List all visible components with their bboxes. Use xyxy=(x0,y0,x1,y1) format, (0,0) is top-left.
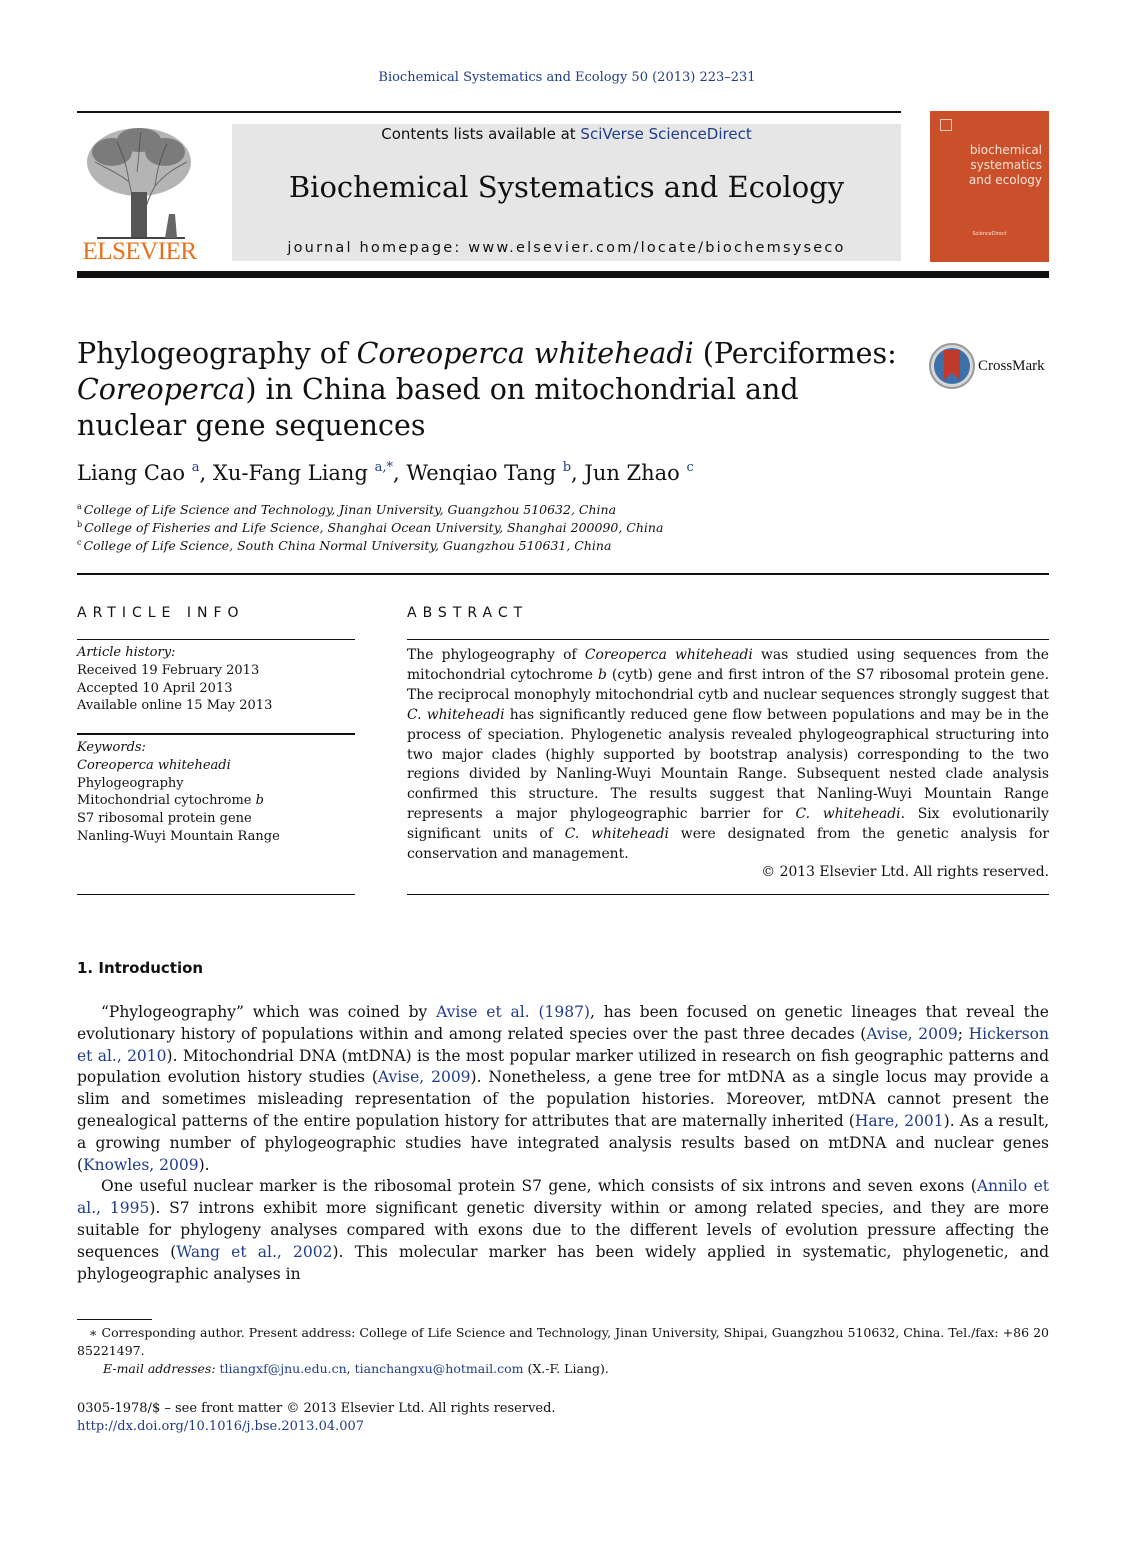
title-part: (Perciformes: xyxy=(693,337,897,370)
affiliation xyxy=(77,538,611,553)
text-span: ). Nonetheless, a gene tree for mtDNA as a single locus may provide a slim and sometimes misleading representation of the population histories. Moreover, mtDNA cannot present the genealogical patterns of the entire population history for attributes that are maternally inherited ( xyxy=(77,1068,1049,1130)
contents-prefix: Contents lists available at xyxy=(381,125,581,143)
author-name: Xu-Fang Liang xyxy=(212,461,368,485)
abstract-italic: C. whiteheadi xyxy=(407,706,505,723)
email-link[interactable]: tliangxf@jnu.edu.cn xyxy=(219,1361,347,1376)
citation-link[interactable]: Hickerson et al., 2010 xyxy=(77,1024,1049,1065)
abstract-italic: b xyxy=(598,666,607,683)
citation-link[interactable]: Wang et al., 2002 xyxy=(176,1242,333,1261)
affiliation-mark: c xyxy=(77,538,82,547)
abstract-span: (cytb) gene and first intron of the S7 ribosomal protein gene. The reciprocal monophyly mitochondrial cytb and nuclear sequences strongly suggest that xyxy=(407,666,1049,703)
affiliation-link[interactable]: b xyxy=(562,460,572,475)
footnote-text: ∗ Corresponding author. Present address: College of Life Science and Technology, Jinan University, Shipai, Guangzhou 510632, China. Tel./fax: +86 20 85221497. xyxy=(77,1325,1049,1358)
author-list: Liang Cao $^a$, Xu-Fang Liang $^{a,*}$, Wenqiao Tang $^b$, Jun Zhao $^c$ xyxy=(77,460,694,485)
doi-link[interactable]: http://dx.doi.org/10.1016/j.bse.2013.04.007 xyxy=(77,1419,365,1434)
citation-link[interactable]: Knowles, 2009 xyxy=(83,1155,199,1174)
abstract-copyright: © 2013 Elsevier Ltd. All rights reserved. xyxy=(761,864,1049,880)
abstract-span: were designated from the genetic analysis for conservation and management. xyxy=(407,826,1050,863)
section-rule xyxy=(77,573,1049,575)
citation-link[interactable]: Avise, 2009 xyxy=(377,1068,471,1087)
cover-title-line: biochemical xyxy=(969,143,1042,157)
journal-masthead xyxy=(232,124,901,261)
online-date: Available online 15 May 2013 xyxy=(77,698,273,714)
abstract-span: has significantly reduced gene flow between populations and may be in the process of speciation. Phylogenetic analysis revealed phylogeographical structuring into two major clades (highly supported by bootstrap analysis) corresponding to the two regions divided by Nanling-Wuyi Mountain Range. Subsequent nested clade analysis confirmed this structure. The results suggest that Nanling-Wuyi Mountain Range represents a major phylogeographic barrier for xyxy=(407,706,1049,823)
text-span: ). xyxy=(198,1155,210,1174)
citation-link[interactable]: Avise et al. (1987) xyxy=(436,1003,590,1021)
keywords-label: Keywords: xyxy=(77,740,146,755)
text-span: ). Mitochondrial DNA (mtDNA) is the most popular marker utilized in research on fish geographic patterns and population evolution history studies ( xyxy=(77,1046,1049,1087)
crossmark-label: CrossMark xyxy=(978,358,1045,374)
email-link[interactable]: tianchangxu@hotmail.com xyxy=(354,1361,524,1376)
email-label: E-mail addresses: xyxy=(103,1361,220,1376)
journal-citation-link[interactable]: Biochemical Systematics and Ecology 50 (2013) 223–231 xyxy=(378,70,756,85)
crossmark-icon xyxy=(928,342,976,390)
text-span: One useful nuclear marker is the ribosomal protein S7 gene, which consists of six introns and seven exons ( xyxy=(101,1177,977,1196)
author-name: Liang Cao xyxy=(77,461,186,485)
article-info-heading: ARTICLE INFO xyxy=(77,605,245,621)
paragraph xyxy=(77,1002,1049,1176)
journal-name: Biochemical Systematics and Ecology xyxy=(288,170,845,204)
cover-footer: ScienceDirect xyxy=(972,231,1007,237)
text-span: ). S7 introns exhibit more significant genetic diversity within or among related species, and they are more suitable for phylogeny analyses compared with exons due to the different levels of evolution pressure affecting the sequences ( xyxy=(77,1199,1049,1261)
footnote-rule xyxy=(77,1319,152,1320)
keyword: Coreoperca whiteheadi xyxy=(77,757,231,773)
title-part: ) in China based on mitochondrial and nuclear gene sequences xyxy=(77,373,799,442)
affiliation-mark: b xyxy=(77,520,83,529)
corresponding-author-note xyxy=(77,1324,1049,1360)
abstract-text xyxy=(407,646,1049,865)
text-span: ). This molecular marker has been widely applied in systematic, phylogenetic, and phylogeographic analyses in xyxy=(77,1242,1049,1283)
keywords-rule xyxy=(77,733,355,735)
history-label: Article history: xyxy=(77,645,176,660)
journal-homepage-link[interactable]: journal homepage: www.elsevier.com/locate/biochemsyseco xyxy=(287,240,846,256)
text-span: ). As a result, a growing number of phylogeographic studies have integrated analysis results based on mtDNA and nuclear genes ( xyxy=(77,1111,1050,1174)
citation-link[interactable]: Annilo et al., 1995 xyxy=(77,1177,1049,1218)
affiliation-link[interactable]: c xyxy=(686,460,694,475)
email-addresses xyxy=(103,1361,609,1376)
issn-block xyxy=(77,1400,556,1436)
email-suffix: (X.-F. Liang). xyxy=(523,1361,609,1376)
introduction-body xyxy=(77,1002,1049,1285)
abstract-bottom-rule xyxy=(407,894,1049,895)
keyword: Phylogeography xyxy=(77,775,184,791)
title-part-italic: Coreoperca whiteheadi xyxy=(356,337,694,370)
keyword xyxy=(77,792,355,810)
received-date: Received 19 February 2013 xyxy=(77,662,260,678)
abstract-italic: Coreoperca whiteheadi xyxy=(584,647,753,663)
keyword-part: Mitochondrial cytochrome xyxy=(77,793,256,809)
paragraph xyxy=(77,1176,1049,1285)
affiliation-link[interactable]: a xyxy=(191,460,200,475)
citation-link[interactable]: Avise, 2009 xyxy=(866,1024,958,1043)
abstract-italic: C. whiteheadi xyxy=(564,826,669,843)
journal-cover-thumbnail xyxy=(930,111,1049,262)
keyword: S7 ribosomal protein gene xyxy=(77,811,252,827)
citation-link[interactable]: Hare, 2001 xyxy=(854,1111,944,1130)
abstract-span: The phylogeography of xyxy=(407,647,585,663)
affiliation-mark: a xyxy=(77,502,82,511)
text-span: ; xyxy=(957,1024,969,1043)
author-name: Wenqiao Tang xyxy=(406,461,557,485)
introduction-heading: 1. Introduction xyxy=(77,959,204,977)
affiliation-text: College of Fisheries and Life Science, Shanghai Ocean University, Shanghai 200090, China xyxy=(84,520,664,535)
affiliation-text: College of Life Science, South China Normal University, Guangzhou 510631, China xyxy=(83,538,612,553)
issn-line: 0305-1978/$ – see front matter © 2013 Elsevier Ltd. All rights reserved. xyxy=(77,1401,556,1416)
email-separator: , xyxy=(346,1361,355,1376)
article-info-bottom-rule xyxy=(77,894,355,895)
article-history xyxy=(77,644,355,715)
affiliation xyxy=(77,520,663,535)
text-span: , has been focused on genetic lineages that reveal the evolutionary history of populations within and among related species over the past three decades ( xyxy=(77,1003,1049,1043)
text-span: “Phylogeography” which was coined by xyxy=(101,1003,437,1021)
article-info-rule xyxy=(77,639,355,640)
affiliation-link[interactable]: a,* xyxy=(374,460,393,475)
abstract-span: . Six evolutionarily significant units of xyxy=(407,806,1050,843)
crossmark-badge[interactable] xyxy=(928,342,1053,390)
abstract-span: was studied using sequences from the mitochondrial cytochrome xyxy=(407,647,1049,683)
sciencedirect-link[interactable]: SciVerse ScienceDirect xyxy=(580,125,752,143)
author-name: Jun Zhao xyxy=(584,461,680,485)
article-title xyxy=(77,336,897,444)
contents-line xyxy=(232,124,901,143)
affiliation-text: College of Life Science and Technology, Jinan University, Guangzhou 510632, China xyxy=(83,502,617,517)
cover-title-line: and ecology xyxy=(968,173,1042,187)
abstract-rule xyxy=(407,639,1049,640)
title-part: Phylogeography of xyxy=(77,337,357,370)
running-head[interactable] xyxy=(0,70,1134,85)
abstract-italic: C. whiteheadi xyxy=(795,806,901,823)
header-top-rule xyxy=(77,111,901,113)
abstract-heading: ABSTRACT xyxy=(407,605,529,621)
cover-title-line: systematics xyxy=(970,158,1042,172)
cover-logo-icon xyxy=(940,119,952,131)
affiliation xyxy=(77,502,616,517)
header-thick-rule xyxy=(77,271,1049,278)
cover-title xyxy=(930,143,1042,188)
keywords xyxy=(77,739,355,846)
title-part-italic: Coreoperca xyxy=(77,373,246,406)
keyword-part-italic: b xyxy=(255,793,264,809)
elsevier-wordmark: ELSEVIER xyxy=(82,238,197,265)
accepted-date: Accepted 10 April 2013 xyxy=(77,680,233,696)
keyword: Nanling-Wuyi Mountain Range xyxy=(77,828,280,844)
